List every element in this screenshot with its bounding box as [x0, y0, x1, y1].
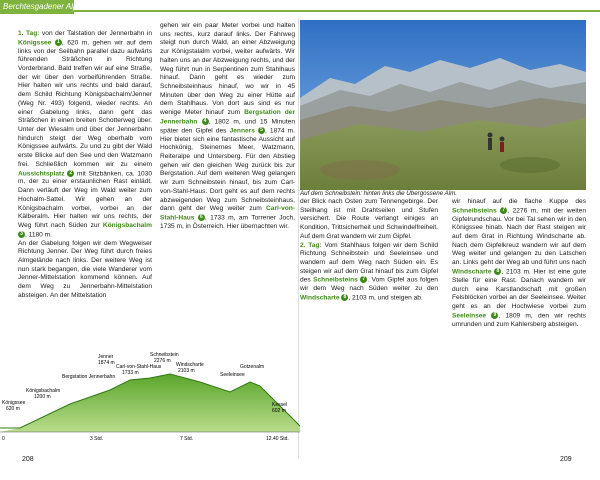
profile-label: Schneibstein: [150, 352, 179, 358]
paragraph: der Blick nach Osten zum Tennengebirge. Der Steilhang ist mit Drahtseilen und Stufen versichert. Die Route verlangt einiges an Kondition, Trittsicherheit und Schwindelfreiheit. Auf dem Grat wandern wir zum Gipfel.: [300, 198, 438, 240]
profile-label: Seeleinsee: [220, 372, 245, 378]
place-seeleinsee: Seeleinsee: [452, 311, 487, 319]
place-carl-von-stahl-haus: Carl-von-Stahl-Haus: [160, 205, 295, 222]
page-number-left: 208: [22, 456, 34, 463]
header-title: Berchtesgadener Alpen: [3, 2, 87, 11]
waypoint-marker: 8: [494, 268, 501, 275]
profile-label: 2103 m: [178, 368, 195, 374]
page-number-right: 209: [560, 456, 572, 463]
waypoint-marker: 8: [341, 294, 348, 301]
waypoint-marker: 6: [198, 214, 205, 221]
profile-label: Windscharte: [176, 362, 204, 368]
waypoint-marker: 4: [202, 118, 209, 125]
waypoint-marker: 1: [55, 39, 62, 46]
paragraph-day-1: 1. Tag: von der Talstation der Jennerbahn in Königssee 1 , 620 m, gehen wir auf dem links von der Seilbahn parallel dazu aufwärts führenden Sträßchen in Richtung Vorderbrand. Bald treffen wir auf eine Straße, der wir über den vorbeiführenden Straße. Hier halten wir uns rechts und bald darauf, dem Schild Richtung Königsbachalm/Jenner (Weg Nr. 493) folgend, wieder rechts. An einer Gabelung links, dann geht das Sträßchen in einen breiten Schotterweg über. Unter der Wiesalm und über der Jennerbahn hindurch steigt der Weg oberhalb vom Königssee aufwärts. Zu und zu gibt der Wald erste Blicke auf den See und den Watzmann frei. Schließlich kommen wir zu einem Aussichtsplatz 2 mit Sitzbänken, ca. 1030 m, der zu einer erstaunlichen Rast einlädt. Dann verläuft der Weg im Wald weiter zum Hochalm-Sattel. Wir gehen an der Königsbachalm vorbei, vorbei an der Kälberalm. Hier halten wir uns rechts, der Weg führt nach Süden zur Königsbachalm 3 , 1180 m.: [18, 30, 152, 238]
day-heading: 2. Tag:: [300, 241, 322, 249]
paragraph: wir hinauf auf die flache Kuppe des Schneibsteins 7 , 2276 m, mit der weiten Gipfelrundschau. Vor bei Tal sehen wir in den Königssee hinab. Nach der Rast steigen wir auf dem Grat in Richtung Windscharte ab. Nach dem Gipfelkreuz wandern wir auf dem Weg weiter und gelangen zu den Latschen an. Links geht der Weg ab und führt uns nach Windscharte 8 , 2103 m. Hier ist eine gute Stelle für eine Rast. Danach wandern wir durch eine Karstlandschaft mit großen Felsblöcken vorbei an der Seeleinsee. Weiter geht es an der Hochwiese vorbei zum Seeleinsee 9 , 1809 m, den wir rechts umrunden und zum Kahlersberg absteigen.: [452, 198, 586, 328]
elevation-profile-graphic: [0, 346, 300, 442]
waypoint-marker: 2: [67, 170, 74, 177]
profile-label: Königsbachalm: [26, 388, 61, 394]
text-column-4: [452, 198, 586, 329]
axis-label: 3 Std.: [90, 436, 104, 442]
day-heading: 1. Tag:: [18, 30, 40, 37]
paragraph-day-2: 2. Tag: Vom Stahlhaus folgen wir dem Schild Richtung Schneibstein und Seeleinsee und wandern auf dem Weg nach Süden ein. Es steigen wir auf dem Grat hinauf bis zum Gipfel des Schneibsteins 7 . Vom Gipfel aus folgen wir dem Weg nach Süden weiter zu den Windscharte 8 , 2103 m, und steigen ab.: [300, 241, 439, 302]
paragraph-2: An der Gabelung folgen wir dem Wegweiser Richtung Jenner. Der Weg führt durch freies Almgelände nach links. Der weitere Weg ist nun stark begangen, die viele Wanderer vom Jenner-Mittelstation kommend können. Auf dem Weg zu Jennerbahn-Mittelstation absteigen. An der Mittelstation: [18, 239, 152, 299]
profile-label: 2276 m: [154, 358, 171, 364]
axis-label: 12.40 Std.: [266, 436, 289, 442]
paragraph: gehen wir ein paar Meter vorbei und halten uns rechts, kurz darauf links. Der Fahrweg steigt nun durch Wald, an einer Abzweigung zur Königstalalm vorbei, weiter aufwärts. Wir halten uns an der Abzweigung rechts, und der Weg führt nun in Serpentinen zum Stahlhaus hinauf. Dann geht es wieder zum Schneibsteinhaus hinauf, wo wir in 45 Minuten über den Weg zu einer Hütte auf dem Stahlhaus. Von dort aus sind es nur wenige Meter hinauf zum Bergstation der Jennerbahn 4 , 1802 m, und 15 Minuten später den Gipfel des Jenners 5 , 1874 m. Hier bietet sich eine fantastische Aussicht auf Hochkönig, Steinernes Meer, Watzmann, Reiteralpe und Untersberg. Für den Abstieg gehen wir den gleichen Weg zurück bis zur Bergstation. Auf dem weiteren Weg gelangen wir zum Schneibstein hinauf, bis zum Carl-von-Stahl-Haus. Dort geht es auf dem rechts abzweigenden Weg zum Schneibsteinhaus, dann geht der Weg weiter zum Carl-von-Stahl-Haus 6 , 1733 m, am Torrener Joch, 1735 m, in Österreich. Hier übernachten wir.: [160, 22, 296, 230]
waypoint-marker: 7: [360, 276, 367, 283]
profile-label: Carl-von-Stahl-Haus: [116, 364, 162, 370]
waypoint-marker: 9: [491, 312, 498, 319]
profile-label: Königssee: [2, 400, 26, 406]
profile-label: 620 m: [6, 406, 20, 412]
text-column-1: [18, 30, 152, 301]
header-rule: [74, 10, 600, 12]
waypoint-marker: 3: [18, 231, 25, 238]
place-jenner: Jenners: [229, 126, 255, 134]
text-column-2: [160, 22, 295, 232]
place-windscharte: Windscharte: [452, 268, 492, 276]
profile-area: [0, 374, 300, 432]
place-bergstation: Bergstation der Jennerbahn: [160, 109, 296, 125]
place-schneibsteins: Schneibsteins: [452, 206, 497, 214]
waypoint-marker: 5: [258, 127, 265, 134]
waypoint-marker: 7: [500, 207, 507, 214]
place-windscharte: Windscharte: [300, 294, 340, 302]
place-koenigssee: Königssee: [18, 38, 52, 46]
place-aussichtsplatz: Aussichtsplatz: [18, 169, 65, 177]
page-header: [0, 0, 600, 14]
profile-label: Kessel: [272, 402, 288, 408]
profile-label: 602 m: [272, 408, 286, 414]
elevation-profile: [0, 346, 300, 442]
profile-label: Bergstation Jennerbahn: [62, 374, 116, 380]
profile-label: Jenner: [98, 354, 114, 360]
mountain-photo: [300, 20, 586, 190]
place-koenigsbachalm: Königsbachalm: [102, 221, 152, 229]
profile-label: Gotzenalm: [240, 364, 265, 370]
profile-label: 1733 m: [122, 370, 139, 376]
text-column-3: [300, 198, 438, 303]
profile-label: 1874 m: [98, 360, 115, 366]
photo-illustration: [300, 20, 586, 190]
place-schneibstein: Schneibsteins: [313, 276, 358, 284]
profile-label: 1200 m: [34, 394, 51, 400]
axis-label: 7 Std.: [180, 436, 194, 442]
photo-caption: Auf dem Schneibstein: hinten links die Übergossene Alm.: [300, 190, 457, 197]
axis-label: 0: [2, 436, 5, 442]
